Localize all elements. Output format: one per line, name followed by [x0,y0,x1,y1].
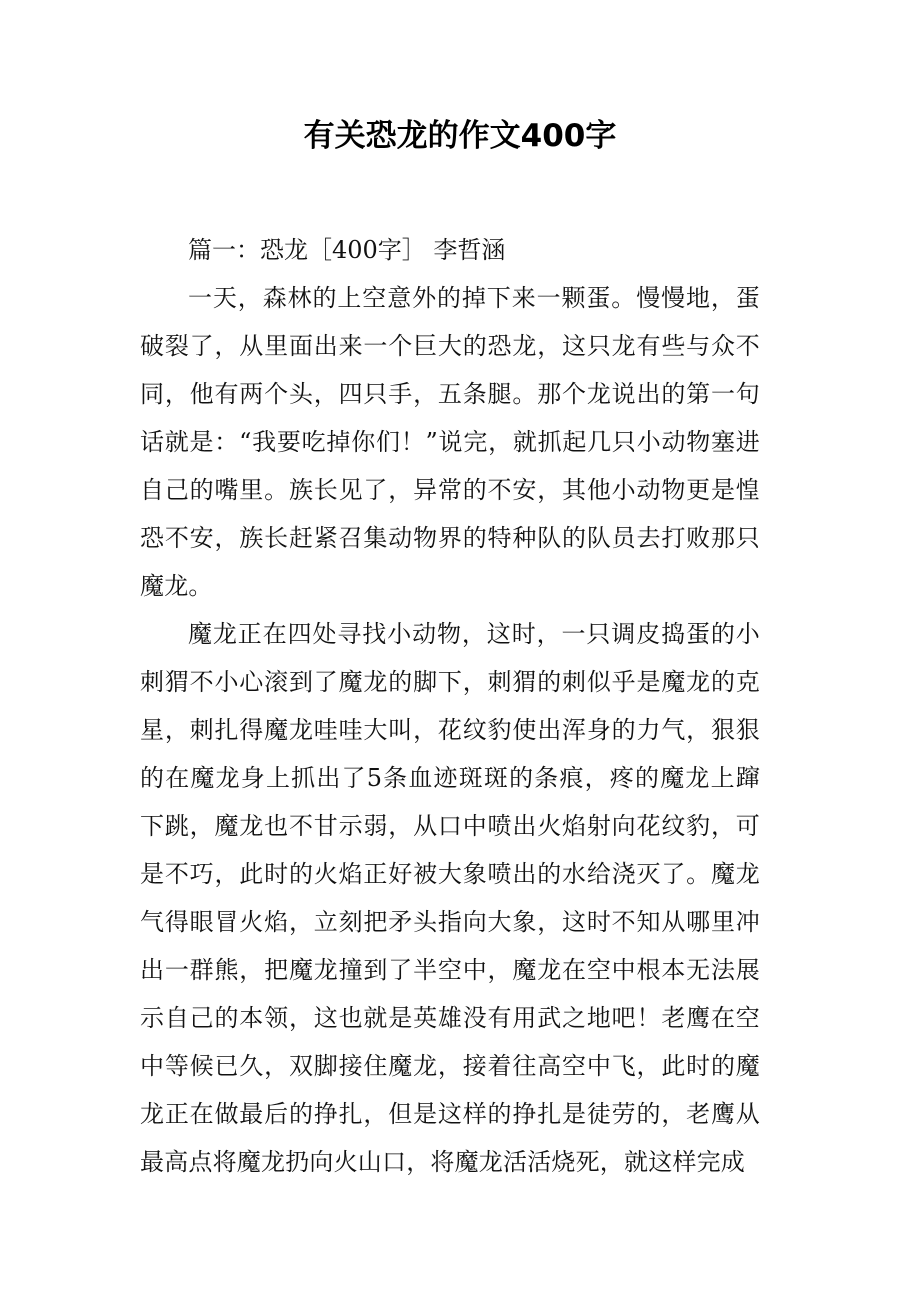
document-body [140,226,760,1186]
paragraph-1: 一天，森林的上空意外的掉下来一颗蛋。慢慢地，蛋破裂了，从里面出来一个巨大的恐龙，这只龙有些与众不同，他有两个头，四只手，五条腿。那个龙说出的第一句话就是：“我要吃掉你们！”说完，就抓起几只小动物塞进自己的嘴里。族长见了，异常的不安，其他小动物更是惶恐不安，族长赶紧召集动物界的特种队的队员去打败那只魔龙。 [140,284,760,600]
document-title: 有关恐龙的作文400字 [303,118,617,154]
paragraph-2: 魔龙正在四处寻找小动物，这时，一只调皮捣蛋的小刺猬不小心滚到了魔龙的脚下，刺猬的刺似乎是魔龙的克星，刺扎得魔龙哇哇大叫，花纹豹使出浑身的力气，狠狠的在魔龙身上抓出了5条血迹斑斑的条痕，疼的魔龙上蹿下跳，魔龙也不甘示弱，从口中喷出火焰射向花纹豹，可是不巧，此时的火焰正好被大象喷出的水给浇灭了。魔龙气得眼冒火焰，立刻把矛头指向大象，这时不知从哪里冲出一群熊，把魔龙撞到了半空中，魔龙在空中根本无法展示自己的本领，这也就是英雄没有用武之地吧！老鹰在空中等候已久，双脚接住魔龙，接着往高空中飞，此时的魔龙正在做最后的挣扎，但是这样的挣扎是徒劳的，老鹰从最高点将魔龙扔向火山口，将魔龙活活烧死，就这样完成 [140,620,760,1176]
section-heading: 篇一：恐龙［400字］ 李哲涵 [188,236,506,264]
